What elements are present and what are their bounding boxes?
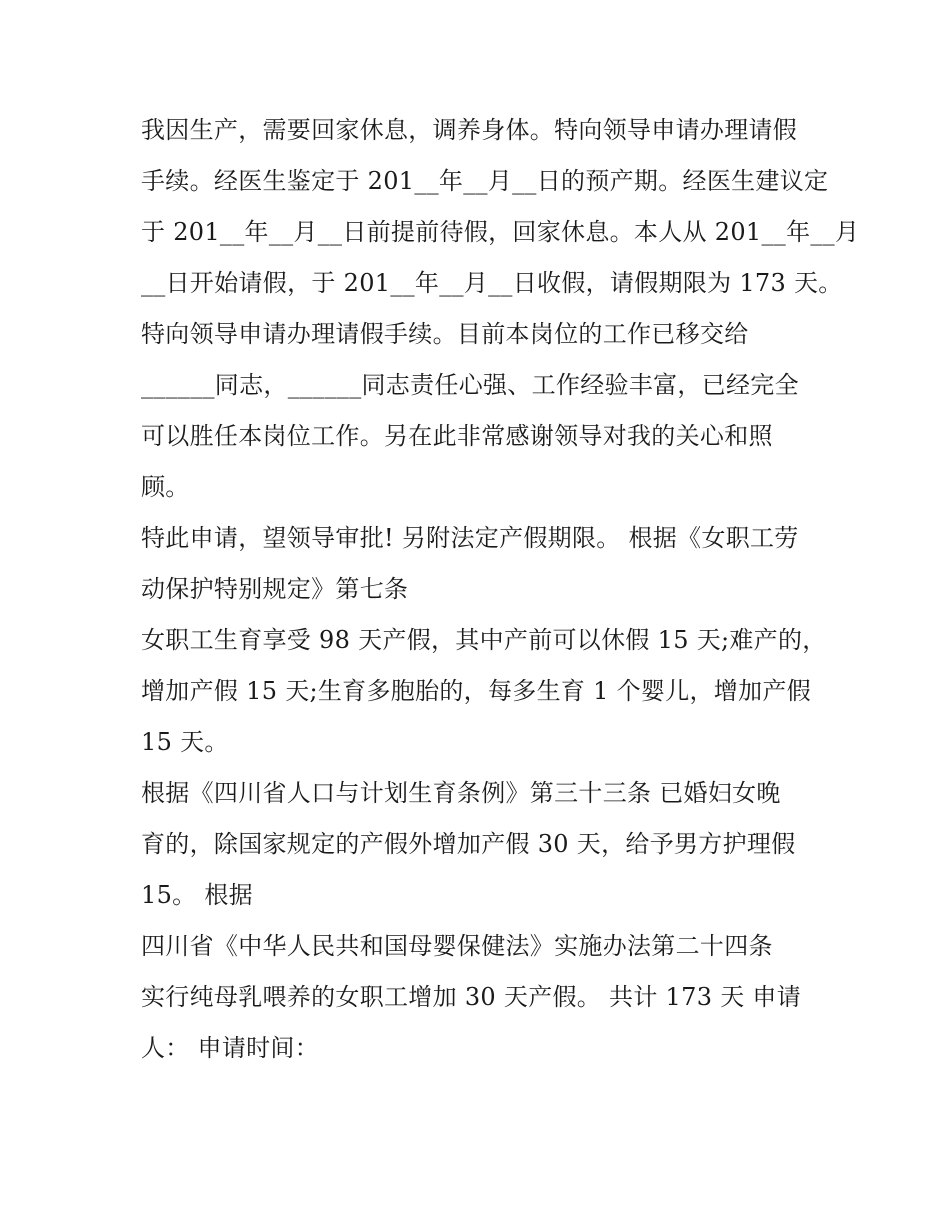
text-line-14: 根据《四川省人口与计划生育条例》第三十三条 已婚妇女晚 xyxy=(141,779,781,807)
text-line-15: 育的，除国家规定的产假外增加产假 30 天，给予男方护理假 xyxy=(141,830,796,858)
text-line-7: 可以胜任本岗位工作。另在此非常感谢领导对我的关心和照 xyxy=(141,422,773,450)
text-line-4: __日开始请假，于 201__年__月__日收假，请假期限为 173 天。 xyxy=(141,269,843,297)
text-line-16: 15。 根据 xyxy=(141,881,253,909)
text-line-11: 女职工生育享受 98 天产假，其中产前可以休假 15 天;难产的， xyxy=(141,626,827,654)
text-line-8: 顾。 xyxy=(141,473,190,501)
document-body xyxy=(141,105,860,1074)
text-line-3: 于 201__年__月__日前提前待假，回家休息。本人从 201__年__月 xyxy=(141,218,860,246)
text-line-18: 实行纯母乳喂养的女职工增加 30 天产假。 共计 173 天 申请 xyxy=(141,983,802,1011)
text-line-9: 特此申请，望领导审批! 另附法定产假期限。 根据《女职工劳 xyxy=(141,524,799,552)
text-line-10: 动保护特别规定》第七条 xyxy=(141,575,409,603)
text-line-2: 手续。经医生鉴定于 201__年__月__日的预产期。经医生建议定 xyxy=(141,167,829,195)
text-line-6: ______同志，______同志责任心强、工作经验丰富，已经完全 xyxy=(141,371,799,399)
text-line-12: 增加产假 15 天;生育多胞胎的，每多生育 1 个婴儿，增加产假 xyxy=(141,677,812,705)
text-line-1: 我因生产，需要回家休息，调养身体。特向领导申请办理请假 xyxy=(141,116,798,144)
text-line-13: 15 天。 xyxy=(141,728,229,756)
text-line-17: 四川省《中华人民共和国母婴保健法》实施办法第二十四条 xyxy=(141,932,773,960)
text-line-5: 特向领导申请办理请假手续。目前本岗位的工作已移交给 xyxy=(141,320,749,348)
text-line-19: 人： 申请时间： xyxy=(141,1034,320,1062)
